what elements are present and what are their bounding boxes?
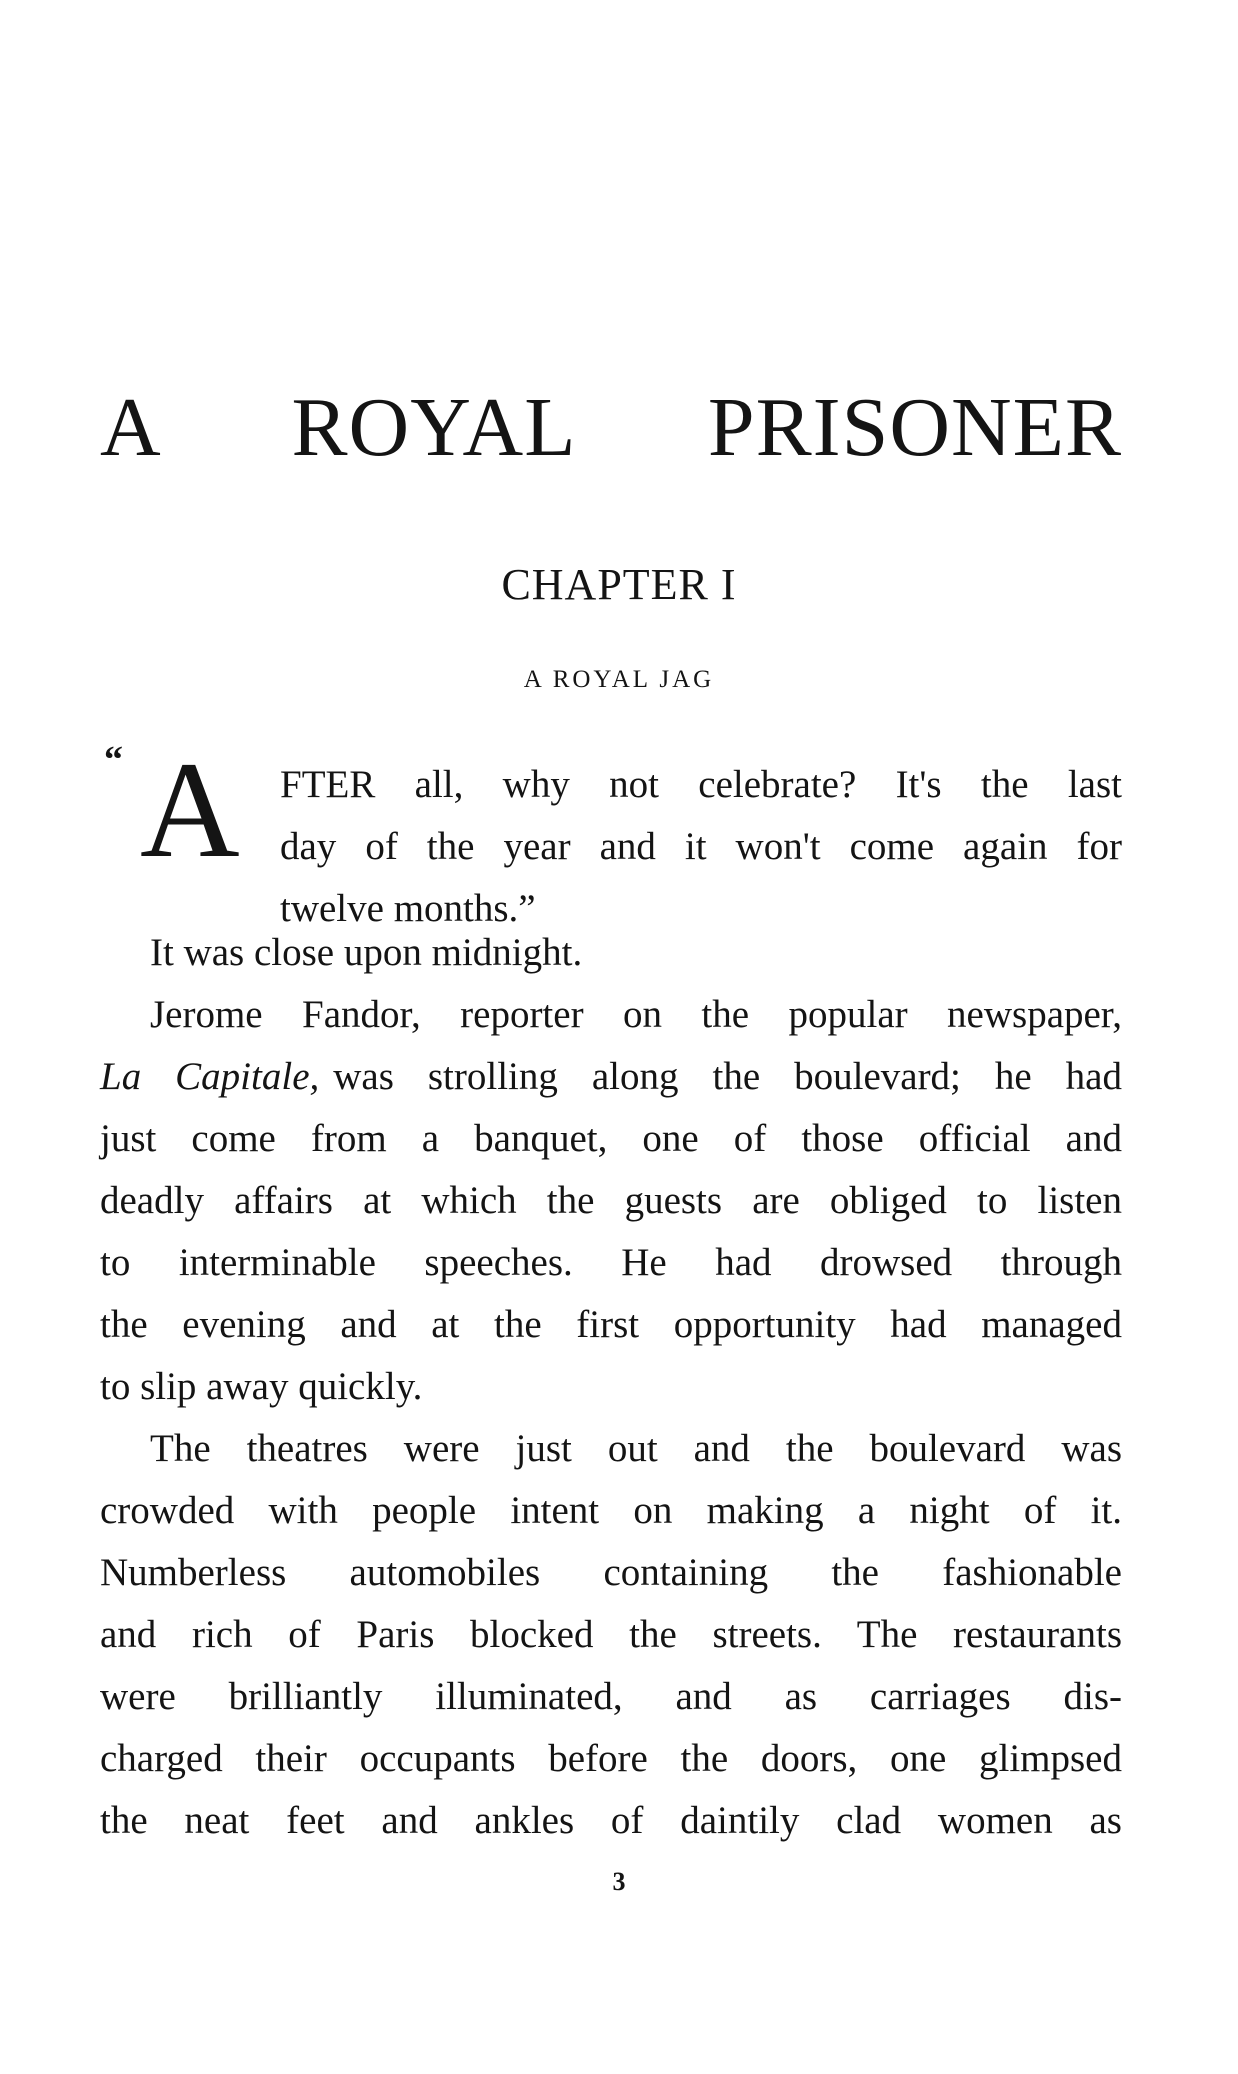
newspaper-name: La Capitale, [100,1055,320,1098]
text-line: the neat feet and ankles of daintily clad women as [100,1799,1122,1842]
text-line-rest: was strolling along the boulevard; he had [333,1055,1122,1098]
text-line [100,1046,1122,1108]
opening-line: twelve months.” [280,887,536,930]
text-line: the evening and at the first opportunity had managed [100,1303,1122,1346]
drop-cap-letter: A [140,733,240,886]
text-line: were brilliantly illuminated, and as carriages dis- [100,1675,1122,1718]
text-line: charged their occupants before the doors, one glimpsed [100,1737,1122,1780]
text-line: deadly affairs at which the guests are obliged to listen [100,1179,1122,1222]
body-text [100,922,1122,1852]
book-title: A ROYAL PRISONER [100,381,1122,474]
text-line: just come from a banquet, one of those official and [100,1117,1122,1160]
opening-line: FTER all, why not celebrate? It's the last [280,763,1122,806]
page-number: 3 [612,1867,626,1896]
text-line: to interminable speeches. He had drowsed through [100,1241,1122,1284]
paragraph [100,1418,1122,1852]
chapter-title: A ROYAL JAG [523,666,715,693]
text-line: to slip away quickly. [100,1365,423,1408]
text-line: The theatres were just out and the boulevard was [150,1427,1122,1470]
chapter-number: CHAPTER I [501,560,737,609]
text-line: and rich of Paris blocked the streets. The restaurants [100,1613,1122,1656]
paragraph [100,922,1122,984]
text-line: crowded with people intent on making a night of it. [100,1489,1122,1532]
text-line: Jerome Fandor, reporter on the popular newspaper, [150,993,1122,1036]
paragraph [100,984,1122,1418]
opening-quote-mark: “ [104,739,123,781]
text-line: It was close upon midnight. [150,931,583,974]
text-line: Numberless automobiles containing the fashionable [100,1551,1122,1594]
opening-line: day of the year and it won't come again for [280,825,1122,868]
